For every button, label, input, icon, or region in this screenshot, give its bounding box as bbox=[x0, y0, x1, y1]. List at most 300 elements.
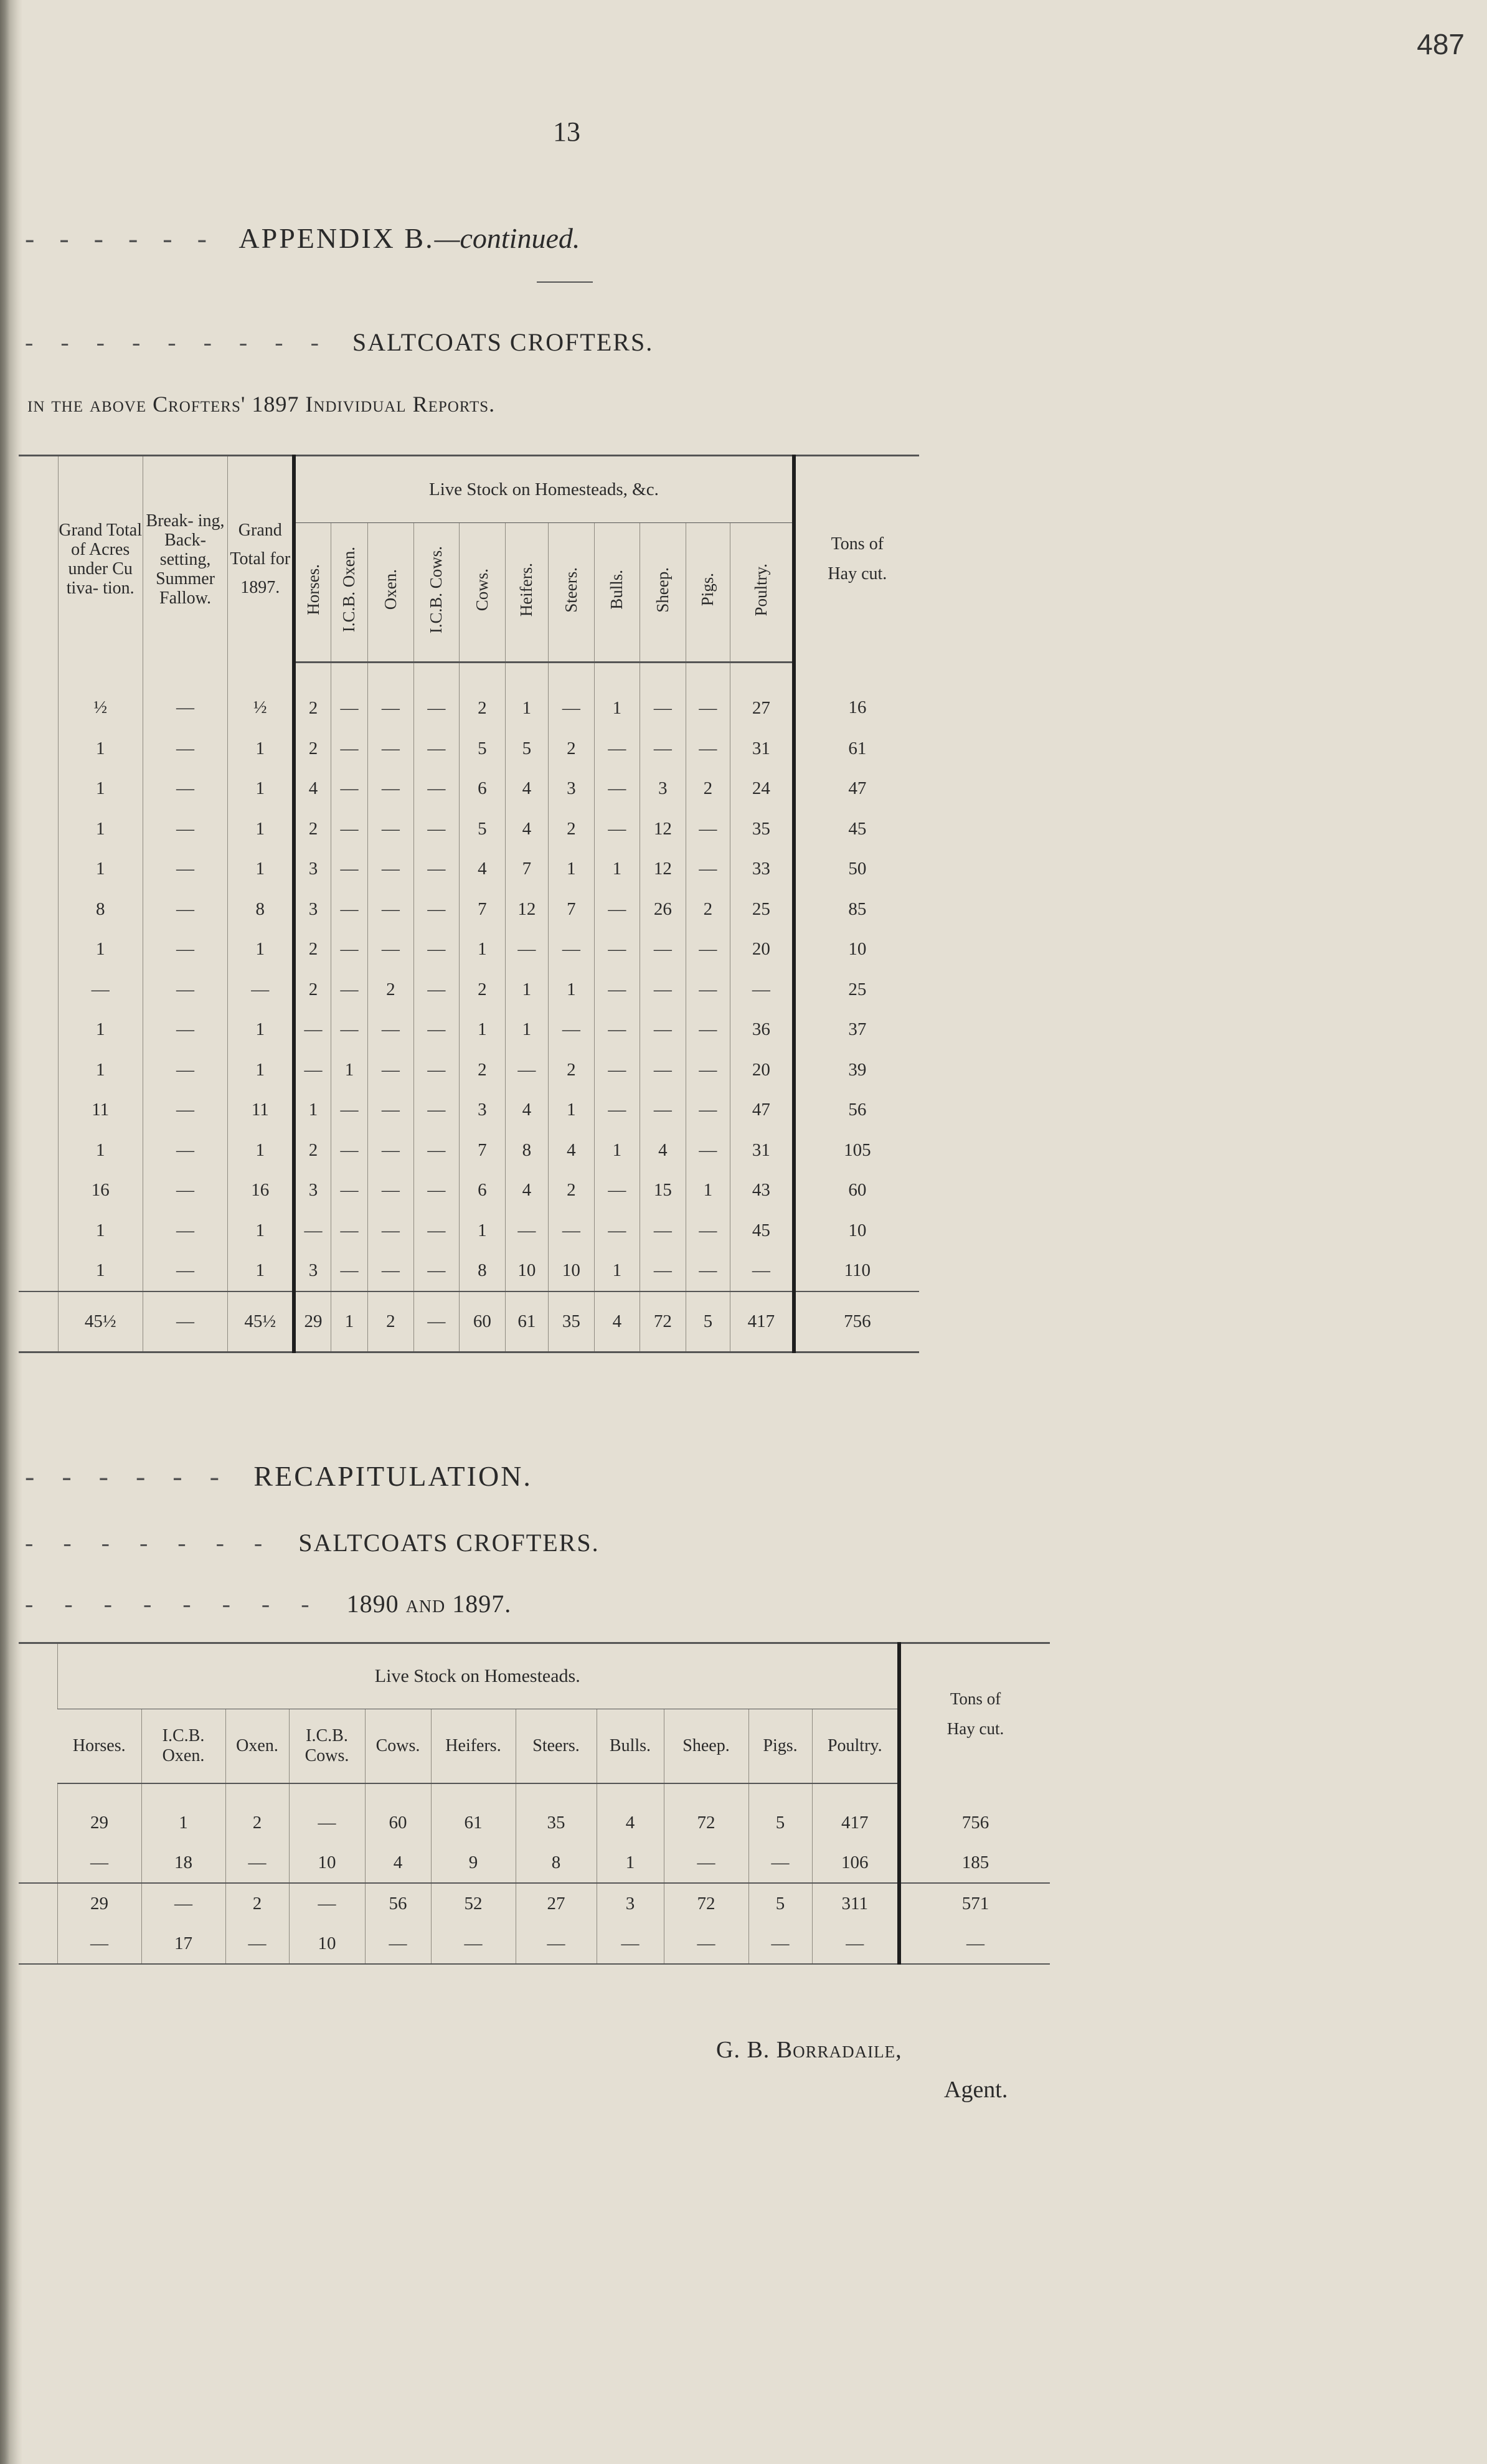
table-cell: 33 bbox=[730, 849, 794, 889]
table-cell: 16 bbox=[58, 1170, 143, 1211]
table-cell: 4 bbox=[640, 1130, 686, 1171]
table-cell: 106 bbox=[812, 1843, 899, 1883]
table-cell: — bbox=[368, 729, 414, 769]
total-cell: 417 bbox=[730, 1291, 794, 1352]
table-cell: — bbox=[597, 1924, 664, 1964]
total-cell: 45½ bbox=[228, 1291, 294, 1352]
header-sheep: Sheep. bbox=[640, 523, 686, 663]
table-cell: 10 bbox=[289, 1843, 365, 1883]
table-cell: — bbox=[549, 929, 595, 970]
recap-years: 1890 and 1897. bbox=[346, 1590, 512, 1618]
table-cell: 11 bbox=[228, 1090, 294, 1130]
table-cell: — bbox=[141, 1883, 225, 1924]
appendix-continued: —continued. bbox=[434, 222, 580, 254]
total-cell: 4 bbox=[594, 1291, 640, 1352]
total-cell: 45½ bbox=[58, 1291, 143, 1352]
table-cell: — bbox=[143, 1130, 228, 1171]
table-cell: — bbox=[225, 1924, 289, 1964]
table-cell: 9 bbox=[431, 1843, 516, 1883]
table-cell: 43 bbox=[730, 1170, 794, 1211]
table-cell: 12 bbox=[640, 809, 686, 849]
table-cell: 1 bbox=[228, 929, 294, 970]
table-cell: — bbox=[331, 768, 367, 809]
blank-cell bbox=[19, 1924, 57, 1964]
table-cell: 571 bbox=[899, 1883, 1050, 1924]
recap-column-header: I.C.B. Cows. bbox=[289, 1709, 365, 1784]
recap-heading bbox=[25, 1460, 897, 1493]
table-cell: 36 bbox=[730, 1009, 794, 1050]
table-cell: 3 bbox=[597, 1883, 664, 1924]
blank-cell bbox=[19, 663, 58, 729]
total-cell: 35 bbox=[549, 1291, 595, 1352]
table-cell: — bbox=[331, 1130, 367, 1171]
table-cell: — bbox=[549, 663, 595, 729]
table-cell: — bbox=[368, 1250, 414, 1291]
table-row bbox=[19, 889, 919, 930]
crofters-stock-table bbox=[19, 455, 919, 1353]
table-cell: — bbox=[413, 809, 460, 849]
table-cell: 12 bbox=[505, 889, 548, 930]
table-cell: — bbox=[413, 663, 460, 729]
table-cell: — bbox=[331, 809, 367, 849]
table-cell: — bbox=[368, 849, 414, 889]
table-cell: — bbox=[57, 1843, 141, 1883]
table-cell: — bbox=[640, 663, 686, 729]
table-row bbox=[19, 1883, 1050, 1924]
table-cell: 1 bbox=[331, 1050, 367, 1090]
table-cell: 2 bbox=[549, 1050, 595, 1090]
table-cell: 29 bbox=[57, 1883, 141, 1924]
table-cell: 2 bbox=[294, 970, 331, 1010]
table-cell: 1 bbox=[594, 849, 640, 889]
leader-dashes: ------ bbox=[25, 222, 232, 254]
table-cell: 417 bbox=[812, 1783, 899, 1843]
table-row bbox=[19, 1050, 919, 1090]
table-cell: 1 bbox=[228, 1130, 294, 1171]
table-cell: — bbox=[143, 663, 228, 729]
table-cell: — bbox=[143, 970, 228, 1010]
table-cell: 85 bbox=[794, 889, 919, 930]
table-row bbox=[19, 663, 919, 729]
table-cell: — bbox=[289, 1783, 365, 1843]
table-cell: 15 bbox=[640, 1170, 686, 1211]
table-cell: — bbox=[143, 1211, 228, 1251]
table-cell: — bbox=[368, 809, 414, 849]
table-cell: 7 bbox=[549, 889, 595, 930]
table-cell: — bbox=[686, 729, 730, 769]
table-cell: 45 bbox=[794, 809, 919, 849]
table-cell: 1 bbox=[460, 1009, 506, 1050]
table-cell: — bbox=[730, 970, 794, 1010]
table-row bbox=[19, 729, 919, 769]
section-heading bbox=[25, 328, 897, 357]
header-steers: Steers. bbox=[549, 523, 595, 663]
table-cell: 31 bbox=[730, 729, 794, 769]
table-cell: 2 bbox=[549, 729, 595, 769]
table-cell: 10 bbox=[549, 1250, 595, 1291]
table-cell: 35 bbox=[730, 809, 794, 849]
table-cell: — bbox=[664, 1843, 748, 1883]
recap-section: SALTCOATS CROFTERS. bbox=[298, 1529, 600, 1557]
table-cell: — bbox=[58, 970, 143, 1010]
table-cell: 5 bbox=[748, 1783, 812, 1843]
table-cell: 61 bbox=[431, 1783, 516, 1843]
table-cell: 3 bbox=[294, 1170, 331, 1211]
table-cell: 1 bbox=[58, 1250, 143, 1291]
table-cell: 27 bbox=[730, 663, 794, 729]
table-cell: — bbox=[331, 1211, 367, 1251]
table-cell: 8 bbox=[460, 1250, 506, 1291]
table-cell: — bbox=[143, 1050, 228, 1090]
table-cell: — bbox=[143, 849, 228, 889]
table-cell: 25 bbox=[730, 889, 794, 930]
table-cell: — bbox=[413, 1009, 460, 1050]
table-cell: 4 bbox=[505, 809, 548, 849]
table-cell: 3 bbox=[294, 849, 331, 889]
table-cell: — bbox=[594, 889, 640, 930]
table-cell: — bbox=[143, 929, 228, 970]
table-cell: 60 bbox=[794, 1170, 919, 1211]
table-cell: 2 bbox=[686, 889, 730, 930]
table-cell: — bbox=[748, 1924, 812, 1964]
table-cell: — bbox=[549, 1211, 595, 1251]
table-cell: 56 bbox=[365, 1883, 431, 1924]
table-cell: — bbox=[294, 1050, 331, 1090]
table-cell: 45 bbox=[730, 1211, 794, 1251]
table-cell: 1 bbox=[594, 1130, 640, 1171]
table-cell: — bbox=[686, 809, 730, 849]
table-cell: 2 bbox=[225, 1783, 289, 1843]
table-cell: 16 bbox=[794, 663, 919, 729]
table-cell: — bbox=[331, 663, 367, 729]
table-cell: — bbox=[594, 970, 640, 1010]
table-cell: — bbox=[413, 1170, 460, 1211]
table-cell: 1 bbox=[460, 1211, 506, 1251]
table-cell: 1 bbox=[58, 1130, 143, 1171]
table-cell: 5 bbox=[460, 809, 506, 849]
table-cell: 50 bbox=[794, 849, 919, 889]
table-row bbox=[19, 1009, 919, 1050]
table-cell: — bbox=[331, 929, 367, 970]
total-cell: 1 bbox=[331, 1291, 367, 1352]
table-cell: — bbox=[368, 768, 414, 809]
table-cell: — bbox=[289, 1883, 365, 1924]
recap-column-header: Steers. bbox=[516, 1709, 597, 1784]
table-cell: — bbox=[686, 929, 730, 970]
recap-table-body bbox=[19, 1783, 1050, 1964]
table-cell: 12 bbox=[640, 849, 686, 889]
table-cell: 7 bbox=[460, 889, 506, 930]
table-cell: 5 bbox=[748, 1883, 812, 1924]
section-subtitle: in the above Crofters' 1897 Individual Reports. bbox=[27, 392, 496, 417]
header-grand-total-1897: Grand Total for 1897. bbox=[228, 456, 294, 663]
page-number: 487 bbox=[1417, 28, 1465, 60]
table-cell: — bbox=[331, 889, 367, 930]
table-row bbox=[19, 1250, 919, 1291]
total-cell: — bbox=[413, 1291, 460, 1352]
table-cell: 1 bbox=[58, 729, 143, 769]
table-cell: 1 bbox=[58, 768, 143, 809]
table-cell: 3 bbox=[640, 768, 686, 809]
table-cell: — bbox=[594, 1170, 640, 1211]
blank-cell bbox=[19, 729, 58, 769]
table-cell: — bbox=[143, 809, 228, 849]
total-cell: 29 bbox=[294, 1291, 331, 1352]
table-cell: 8 bbox=[505, 1130, 548, 1171]
blank-cell bbox=[19, 1783, 57, 1843]
table-cell: — bbox=[899, 1924, 1050, 1964]
total-cell: 60 bbox=[460, 1291, 506, 1352]
table-cell: 35 bbox=[516, 1783, 597, 1843]
table-cell: 72 bbox=[664, 1883, 748, 1924]
total-cell: 756 bbox=[794, 1291, 919, 1352]
table-cell: — bbox=[594, 1211, 640, 1251]
table-cell: 31 bbox=[730, 1130, 794, 1171]
table-cell: 1 bbox=[228, 849, 294, 889]
table-cell: 37 bbox=[794, 1009, 919, 1050]
table-cell: — bbox=[368, 1170, 414, 1211]
recapitulation-table bbox=[19, 1642, 1050, 1965]
blank-cell bbox=[19, 1050, 58, 1090]
table-row bbox=[19, 929, 919, 970]
recap-column-header: Sheep. bbox=[664, 1709, 748, 1784]
table-cell: 8 bbox=[516, 1843, 597, 1883]
table-cell: — bbox=[368, 1050, 414, 1090]
table-cell: 2 bbox=[368, 970, 414, 1010]
table-cell: 2 bbox=[460, 1050, 506, 1090]
table-cell: — bbox=[594, 1050, 640, 1090]
table-cell: — bbox=[686, 1211, 730, 1251]
table-cell: — bbox=[331, 970, 367, 1010]
table-cell: — bbox=[143, 1250, 228, 1291]
table-cell: — bbox=[143, 729, 228, 769]
table-cell: — bbox=[594, 1090, 640, 1130]
table-cell: 3 bbox=[460, 1090, 506, 1130]
table-cell: — bbox=[331, 1090, 367, 1130]
table-cell: 6 bbox=[460, 1170, 506, 1211]
table-cell: — bbox=[368, 1211, 414, 1251]
table-cell: — bbox=[686, 1090, 730, 1130]
table-cell: 1 bbox=[228, 1211, 294, 1251]
table-cell: — bbox=[686, 1050, 730, 1090]
table-cell: — bbox=[368, 663, 414, 729]
recap-title: RECAPITULATION. bbox=[253, 1460, 532, 1492]
printed-page-number: 13 bbox=[553, 116, 580, 147]
table-cell: — bbox=[331, 849, 367, 889]
table-cell: 4 bbox=[460, 849, 506, 889]
recap-tons-hay: Tons of Hay cut. bbox=[899, 1643, 1050, 1784]
table-cell: — bbox=[686, 663, 730, 729]
table-cell: 72 bbox=[664, 1783, 748, 1843]
table-cell: 7 bbox=[460, 1130, 506, 1171]
header-icb-cows: I.C.B. Cows. bbox=[413, 523, 460, 663]
table-cell: 52 bbox=[431, 1883, 516, 1924]
table-cell: — bbox=[368, 1090, 414, 1130]
recap-column-headers bbox=[19, 1709, 1050, 1784]
table-cell: 1 bbox=[597, 1843, 664, 1883]
table-cell: 10 bbox=[794, 929, 919, 970]
header-poultry: Poultry. bbox=[730, 523, 794, 663]
signature-name: G. B. Borradaile, bbox=[716, 2037, 902, 2063]
table-cell: — bbox=[413, 768, 460, 809]
table-cell: 311 bbox=[812, 1883, 899, 1924]
table-cell: 4 bbox=[505, 768, 548, 809]
table-row bbox=[19, 809, 919, 849]
table-cell: 1 bbox=[594, 663, 640, 729]
table-cell: 1 bbox=[594, 1250, 640, 1291]
table-cell: — bbox=[365, 1924, 431, 1964]
blank-cell bbox=[19, 970, 58, 1010]
table-cell: 8 bbox=[58, 889, 143, 930]
table-row bbox=[19, 1170, 919, 1211]
table-cell: 4 bbox=[505, 1090, 548, 1130]
table-cell: — bbox=[505, 1211, 548, 1251]
table-cell: — bbox=[413, 729, 460, 769]
table-cell: — bbox=[413, 889, 460, 930]
leader-dashes: --------- bbox=[25, 328, 346, 356]
leader-dashes: ------- bbox=[25, 1529, 293, 1557]
blank-header bbox=[19, 1643, 57, 1784]
table-cell: 1 bbox=[58, 849, 143, 889]
table-cell: 39 bbox=[794, 1050, 919, 1090]
table-cell: 1 bbox=[460, 929, 506, 970]
total-cell: 61 bbox=[505, 1291, 548, 1352]
total-cell: 5 bbox=[686, 1291, 730, 1352]
table-cell: 185 bbox=[899, 1843, 1050, 1883]
total-cell: — bbox=[143, 1291, 228, 1352]
table-cell: — bbox=[505, 929, 548, 970]
section-title: SALTCOATS CROFTERS. bbox=[352, 328, 654, 356]
table-cell: — bbox=[640, 970, 686, 1010]
table-cell: 10 bbox=[505, 1250, 548, 1291]
table-cell: 2 bbox=[549, 809, 595, 849]
blank-cell bbox=[19, 929, 58, 970]
table-cell: 1 bbox=[294, 1090, 331, 1130]
table-cell: 2 bbox=[225, 1883, 289, 1924]
blank-cell bbox=[19, 1291, 58, 1352]
table-cell: — bbox=[686, 1009, 730, 1050]
table-cell: — bbox=[368, 1130, 414, 1171]
table-cell: 2 bbox=[686, 768, 730, 809]
table-cell: — bbox=[505, 1050, 548, 1090]
table-cell: — bbox=[549, 1009, 595, 1050]
recap-group-header: Live Stock on Homesteads. bbox=[57, 1643, 899, 1709]
blank-cell bbox=[19, 1009, 58, 1050]
table-cell: — bbox=[143, 1090, 228, 1130]
table-cell: 5 bbox=[460, 729, 506, 769]
recap-column-header: I.C.B. Oxen. bbox=[141, 1709, 225, 1784]
table-row bbox=[19, 849, 919, 889]
total-cell: 2 bbox=[368, 1291, 414, 1352]
table-cell: — bbox=[640, 1250, 686, 1291]
recap-column-header: Oxen. bbox=[225, 1709, 289, 1784]
header-pigs: Pigs. bbox=[686, 523, 730, 663]
table-cell: — bbox=[594, 768, 640, 809]
table-cell: ½ bbox=[228, 663, 294, 729]
table-cell: 4 bbox=[294, 768, 331, 809]
table-cell: — bbox=[143, 889, 228, 930]
table-cell: 4 bbox=[549, 1130, 595, 1171]
table-cell: 7 bbox=[505, 849, 548, 889]
table-cell: 1 bbox=[58, 1050, 143, 1090]
table-cell: 56 bbox=[794, 1090, 919, 1130]
table-cell: — bbox=[294, 1009, 331, 1050]
table-cell: 3 bbox=[294, 1250, 331, 1291]
recap-section-heading bbox=[25, 1528, 897, 1557]
table-cell: 1 bbox=[549, 849, 595, 889]
table-cell: 1 bbox=[58, 929, 143, 970]
table-cell: — bbox=[594, 809, 640, 849]
table-cell: 61 bbox=[794, 729, 919, 769]
table-cell: — bbox=[228, 970, 294, 1010]
blank-cell bbox=[19, 1170, 58, 1211]
table-cell: 5 bbox=[505, 729, 548, 769]
recap-column-header: Bulls. bbox=[597, 1709, 664, 1784]
table-cell: 16 bbox=[228, 1170, 294, 1211]
table-cell: — bbox=[413, 1250, 460, 1291]
blank-cell bbox=[19, 1250, 58, 1291]
table-cell: 1 bbox=[228, 768, 294, 809]
table-cell: — bbox=[640, 729, 686, 769]
table-cell: 3 bbox=[549, 768, 595, 809]
table-cell: 29 bbox=[57, 1783, 141, 1843]
table-cell: 2 bbox=[294, 809, 331, 849]
table-cell: 1 bbox=[686, 1170, 730, 1211]
heading-rule bbox=[537, 281, 593, 283]
table-cell: — bbox=[57, 1924, 141, 1964]
table-cell: — bbox=[413, 1211, 460, 1251]
table-cell: 47 bbox=[794, 768, 919, 809]
table-cell: — bbox=[686, 970, 730, 1010]
table-cell: 2 bbox=[294, 1130, 331, 1171]
table-cell: — bbox=[413, 1050, 460, 1090]
table-cell: 10 bbox=[289, 1924, 365, 1964]
table-row bbox=[19, 1843, 1050, 1883]
table-cell: 4 bbox=[365, 1843, 431, 1883]
header-heifers: Heifers. bbox=[505, 523, 548, 663]
leader-dashes: -------- bbox=[25, 1590, 341, 1618]
table-cell: 25 bbox=[794, 970, 919, 1010]
table-cell: — bbox=[812, 1924, 899, 1964]
table-cell: — bbox=[748, 1843, 812, 1883]
table-cell: 2 bbox=[294, 729, 331, 769]
header-bulls: Bulls. bbox=[594, 523, 640, 663]
table-cell: 2 bbox=[460, 970, 506, 1010]
appendix-title: APPENDIX B. bbox=[238, 222, 435, 254]
table-cell: 1 bbox=[58, 809, 143, 849]
table-row bbox=[19, 1924, 1050, 1964]
table-cell: 20 bbox=[730, 1050, 794, 1090]
table-cell: 105 bbox=[794, 1130, 919, 1171]
table-cell: 756 bbox=[899, 1783, 1050, 1843]
table-cell: 3 bbox=[294, 889, 331, 930]
table-cell: — bbox=[368, 1009, 414, 1050]
table-cell: — bbox=[413, 849, 460, 889]
header-horses: Horses. bbox=[294, 523, 331, 663]
table-cell: — bbox=[664, 1924, 748, 1964]
recap-column-header: Poultry. bbox=[812, 1709, 899, 1784]
header-oxen: Oxen. bbox=[368, 523, 414, 663]
table-cell: 60 bbox=[365, 1783, 431, 1843]
header-live-stock-group: Live Stock on Homesteads, &c. bbox=[294, 456, 794, 523]
table-cell: 1 bbox=[228, 809, 294, 849]
table-cell: — bbox=[368, 889, 414, 930]
table-cell: 1 bbox=[505, 663, 548, 729]
recap-column-header: Pigs. bbox=[748, 1709, 812, 1784]
table-cell: — bbox=[331, 1170, 367, 1211]
table-cell: 1 bbox=[58, 1009, 143, 1050]
table-cell: 1 bbox=[228, 1050, 294, 1090]
